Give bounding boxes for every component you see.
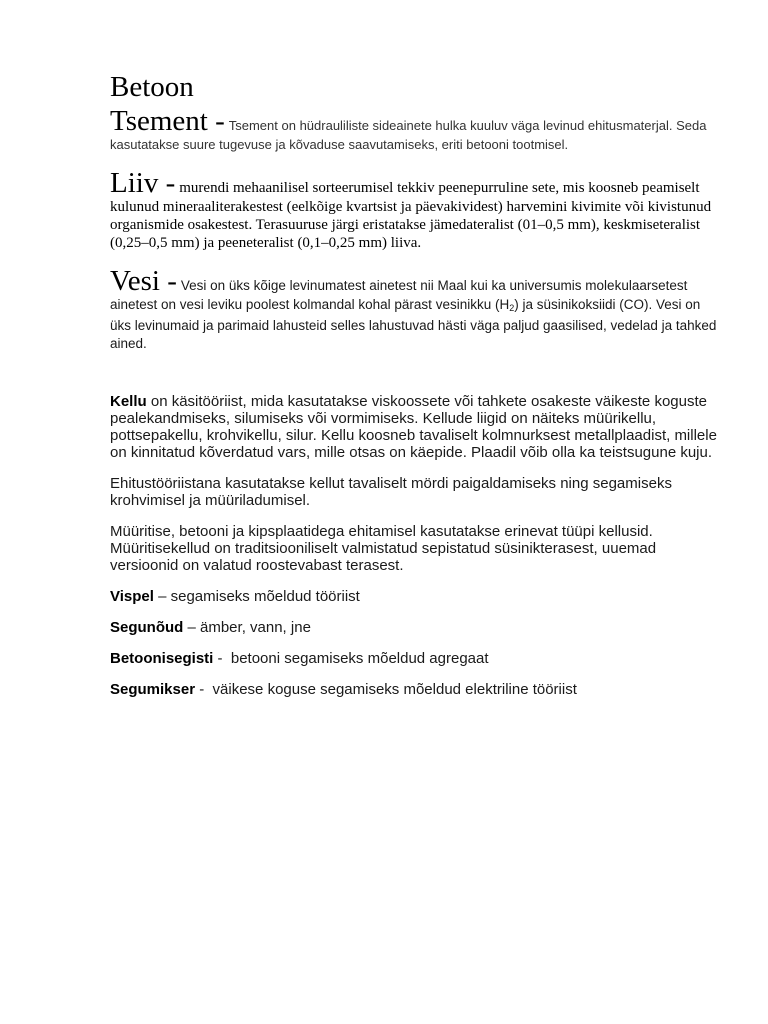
tsement-term: Tsement - <box>110 105 225 137</box>
kellu-text-1: on käsitööriist, mida kasutatakse viskoossete või tahkete osakeste väikeste koguste pealekandmiseks, silumiseks või vormimiseks. Kellude liigid on näiteks müürikellu, pottsepakellu, krohvikellu, silur. Kellu koosneb tavaliselt kolmnurksest metallplaadist, millele on kinnitatud kõverdatud vars, mille otsas on käepide. Plaadil võib olla ka teistsugune kuju. <box>110 393 717 461</box>
section-spacer <box>110 367 720 393</box>
liiv-entry <box>110 168 720 252</box>
vesi-definition <box>110 278 716 351</box>
tool-term: Betoonisegisti <box>110 650 214 667</box>
kellu-paragraph-3: Müüritise, betooni ja kipsplaatidega ehitamisel kasutatakse erinevat tüüpi kellusid. Müüritisekellud on traditsiooniliselt valmistatud sepistatud süsinikterasest, uuemad versioonid on valatud roostevabast terasest. <box>110 523 657 574</box>
tsement-entry <box>110 106 720 154</box>
kellu-term: Kellu <box>110 393 147 410</box>
tool-term: Segunõud <box>110 619 184 636</box>
tool-item <box>110 650 720 667</box>
tool-def: - väikese koguse segamiseks mõeldud elektriline tööriist <box>195 681 577 698</box>
tool-item <box>110 619 720 636</box>
vesi-definition-part1: Vesi on üks kõige levinumatest ainetest nii Maal kui ka universumis molekulaarsetest ainetest on vesi leviku poolest kolmandal kohal pärast vesinikku (H <box>110 278 688 312</box>
document-page <box>110 70 720 712</box>
liiv-definition: murendi mehaanilisel sorteerumisel tekkiv peenepurruline sete, mis koosneb peamiselt kulunud mineraaliterakestest (eelkõige kvartsist ja päevakividest) harvemini kivimite või kivistunud organismide osakestest. Terasuuruse järgi eristatakse jämedateralist (01–0,5 mm), keskmiseteralist (0,25–0,5 mm) ja peeneteralist (0,1–0,25 mm) liiva. <box>110 180 712 251</box>
tool-term: Segumikser <box>110 681 196 698</box>
vesi-definition-part2: ) ja süsinikoksiidi (CO). Vesi on üks levinumaid ja parimaid lahusteid selles lahustuvad hästi väga paljud gaasilised, vedelad ja tahked ained. <box>110 297 717 351</box>
vesi-subscript: 2 <box>509 303 515 313</box>
tool-def: – ämber, vann, jne <box>183 619 311 636</box>
kellu-paragraph-2: Ehitustööriistana kasutatakse kellut tavaliselt mördi paigaldamiseks ning segamiseks krohvimisel ja müüriladumisel. <box>110 475 672 509</box>
page-title: Betoon <box>110 71 194 103</box>
tsement-definition: Tsement on hüdrauliliste sideainete hulka kuuluv väga levinud ehitusmaterjal. Seda kasutatakse suure tugevuse ja kõvaduse saavutamiseks, eriti betooni tootmisel. <box>110 118 707 152</box>
tool-def: - betooni segamiseks mõeldud agregaat <box>213 650 489 667</box>
tool-term: Vispel <box>110 588 154 605</box>
liiv-term: Liiv - <box>110 167 176 199</box>
vesi-term: Vesi - <box>110 265 177 297</box>
kellu-paragraph-1 <box>110 393 720 461</box>
tool-item <box>110 681 720 698</box>
vesi-entry <box>110 266 720 353</box>
tool-item <box>110 588 720 605</box>
tool-def: – segamiseks mõeldud tööriist <box>153 588 360 605</box>
